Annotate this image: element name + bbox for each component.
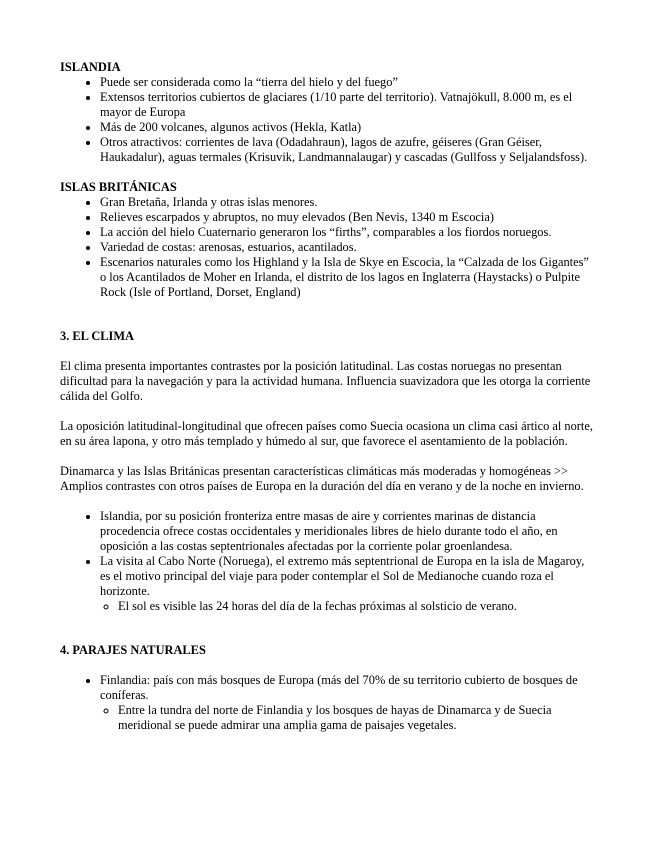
- list-item: • Puede ser considerada como la “tierra del hielo y del fuego”: [100, 75, 595, 90]
- list-item: • La acción del hielo Cuaternario generaron los “firths”, comparables a los fiordos noruegos.: [100, 225, 595, 240]
- list-item: • Otros atractivos: corrientes de lava (Odadahraun), lagos de azufre, géiseres (Gran Géiser, Haukadalur), aguas termales (Krisuvik, Landmannalaugar) y cascadas (Gullfoss y Seljalandsfoss).: [100, 135, 595, 165]
- list-item: • Islandia, por su posición fronteriza entre masas de aire y corrientes marinas de distancia procedencia ofrece costas occidentales y meridionales libres de hielo durante todo el año, en oposición a las costas septentrionales afectadas por la corriente polar groenlandesa.: [100, 509, 595, 554]
- heading-el-clima: 3. EL CLIMA: [60, 329, 135, 343]
- list-item: • Relieves escarpados y abruptos, no muy elevados (Ben Nevis, 1340 m Escocia): [100, 210, 595, 225]
- list-parajes: [60, 673, 595, 733]
- list-item-text: Finlandia: país con más bosques de Europa (más del 70% de su territorio cubierto de bosques de coníferas.: [100, 673, 578, 702]
- list-item-text: La visita al Cabo Norte (Noruega), el extremo más septentrional de Europa en la isla de Magaroy, es el motivo principal del viaje para poder contemplar el Sol de Medianoche cuando roza el horizonte.: [100, 554, 585, 598]
- spacer: [60, 300, 595, 329]
- list-item: • Gran Bretaña, Irlanda y otras islas menores.: [100, 195, 595, 210]
- spacer: [60, 165, 595, 180]
- sublist-parajes: [100, 703, 595, 733]
- spacer: [60, 494, 595, 509]
- list-islas-britanicas: [60, 195, 595, 300]
- list-item: [100, 673, 595, 733]
- spacer: [60, 614, 595, 643]
- heading-parajes-naturales: 4. PARAJES NATURALES: [60, 643, 206, 657]
- list-item: • Más de 200 volcanes, algunos activos (Hekla, Katla): [100, 120, 595, 135]
- paragraph-clima-2: La oposición latitudinal-longitudinal que ofrecen países como Suecia ocasiona un clima casi ártico al norte, en su área lapona, y otro más templado y húmedo al sur, que favorece el asentamiento de la población.: [60, 419, 593, 448]
- paragraph-clima-1: El clima presenta importantes contrastes por la posición latitudinal. Las costas noruegas no presentan dificultad para la navegación y para la actividad humana. Influencia suavizadora que les otorga la corriente cálida del Golfo.: [60, 359, 591, 403]
- list-islandia: [60, 75, 595, 165]
- spacer: [60, 344, 595, 359]
- sublist-item: ◦ El sol es visible las 24 horas del día de la fechas próximas al solsticio de verano.: [118, 599, 595, 614]
- paragraph-clima-3: Dinamarca y las Islas Británicas presentan características climáticas más moderadas y homogéneas >> Amplios contrastes con otros países de Europa en la duración del día en verano y de la noche en invierno.: [60, 464, 584, 493]
- list-item: [100, 554, 595, 614]
- list-clima: [60, 509, 595, 614]
- list-item: • Escenarios naturales como los Highland y la Isla de Skye en Escocia, la “Calzada de los Gigantes” o los Acantilados de Moher en Irlanda, el distrito de los lagos en Inglaterra (Haystacks) o Pulpite Rock (Isle of Portland, Dorset, England): [100, 255, 595, 300]
- spacer: [60, 404, 595, 419]
- heading-islandia: ISLANDIA: [60, 60, 121, 74]
- spacer: [60, 449, 595, 464]
- list-item: • Variedad de costas: arenosas, estuarios, acantilados.: [100, 240, 595, 255]
- sublist-clima: [100, 599, 595, 614]
- list-item: • Extensos territorios cubiertos de glaciares (1/10 parte del territorio). Vatnajökull, 8.000 m, es el mayor de Europa: [100, 90, 595, 120]
- spacer: [60, 658, 595, 673]
- sublist-item: ◦ Entre la tundra del norte de Finlandia y los bosques de hayas de Dinamarca y de Suecia meridional se puede admirar una amplia gama de paisajes vegetales.: [118, 703, 595, 733]
- heading-islas-britanicas: ISLAS BRITÁNICAS: [60, 180, 177, 194]
